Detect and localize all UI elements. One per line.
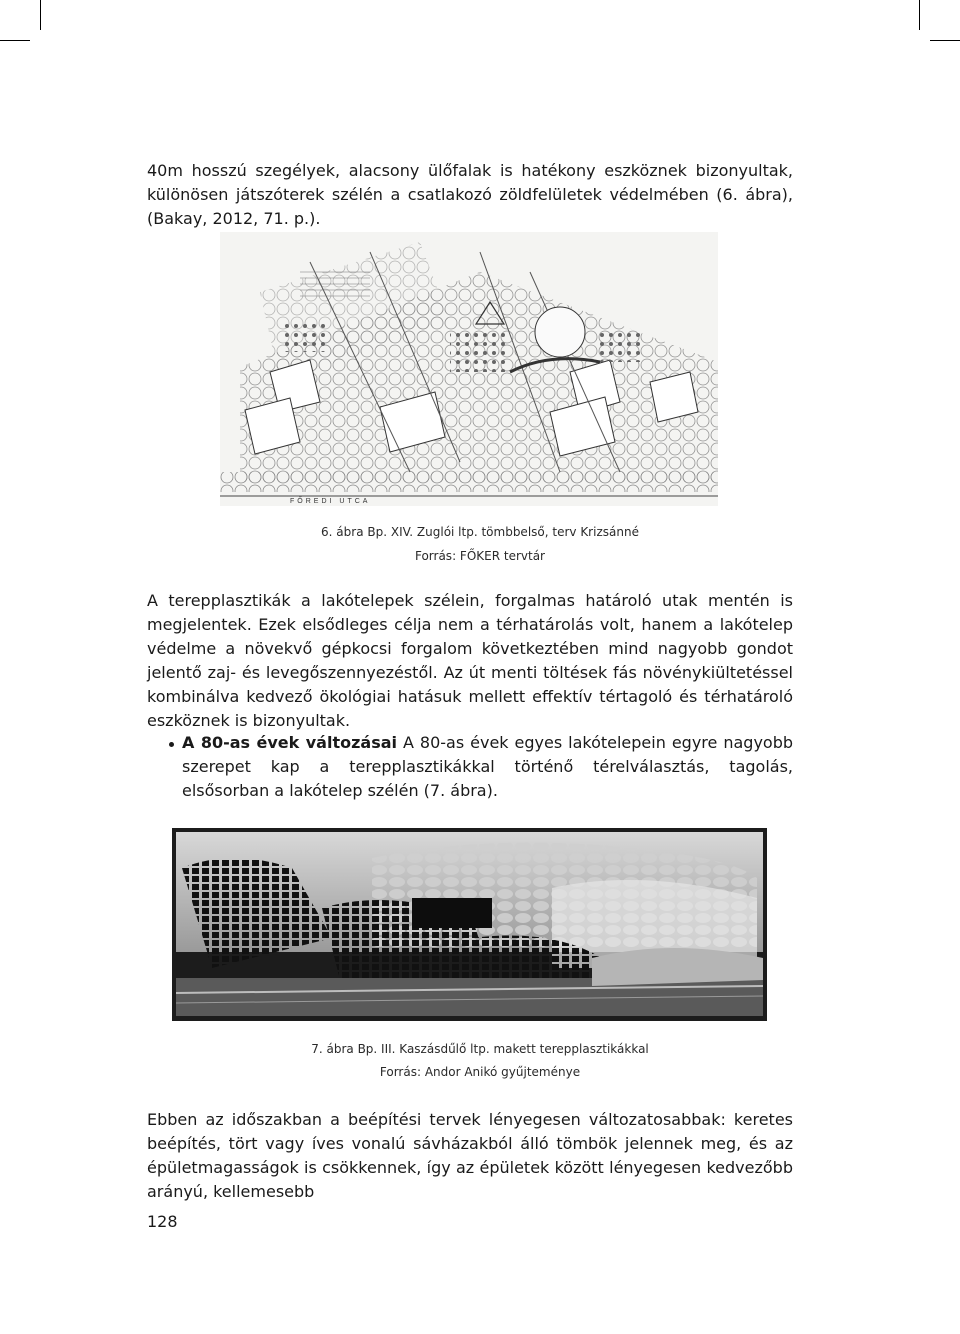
bullet-text: A 80-as évek egyes lakótelepein egyre nagyobb szerepet kap a terepplasztikákkal történő térelválasztás, tagolás, elsősorban a lakótelep szélén (7. ábra). [182, 733, 794, 800]
crop-mark [919, 0, 920, 30]
figure-7-caption: 7. ábra Bp. III. Kaszásdűlő ltp. makett terepplasztikákkal [311, 1042, 649, 1056]
bullet-80s-changes [182, 731, 793, 803]
figure-6-source: Forrás: FŐKER tervtár [414, 549, 545, 563]
street-label: FŐREDI UTCA [290, 498, 371, 505]
figure-6-site-plan [220, 232, 718, 506]
figure-7-source: Forrás: Andor Anikó gyűjteménye [379, 1065, 581, 1079]
crop-mark [930, 40, 960, 41]
crop-mark [40, 0, 41, 30]
paragraph-intro: 40m hosszú szegélyek, alacsony ülőfalak is hatékony eszköznek bizonyultak, különösen játszóterek szélén a csatlakozó zöldfelületek védelmében (6. ábra), (Bakay, 2012, 71. p.). [147, 161, 793, 228]
figure-6-caption: 6. ábra Bp. XIV. Zuglói ltp. tömbbelső, terv Krizsánné [321, 525, 639, 539]
paragraph-period: Ebben az időszakban a beépítési tervek lényegesen változatosabbak: keretes beépítés, tört vagy íves vonalú sávházakból álló tömbök jelennek meg, és az épületmagasságok is csökkennek, így az épületek között lényegesen kedvezőbb arányú, kellemesebb [147, 1110, 793, 1201]
paragraph-terrain: A terepplasztikák a lakótelepek szélein, forgalmas határoló utak mentén is megjelentek. Ezek elsődleges célja nem a térhatárolás volt, hanem a lakótelep védelme a növekvő gépkocsi forgalom következtében mind nagyobb gondot jelentő zaj- és levegőszennyezéstől. Az út menti töltések fás növénykiültetéssel kombinálva kedvező ökológiai hatásuk mellett effektív tértagoló és térhatároló eszköznek is bizonyultak. [147, 591, 793, 730]
bullet-icon [169, 742, 174, 747]
page-number: 128 [147, 1212, 178, 1231]
crop-mark [0, 40, 30, 41]
figure-7-model-photo [172, 828, 767, 1021]
bullet-heading: A 80-as évek változásai [182, 733, 398, 752]
